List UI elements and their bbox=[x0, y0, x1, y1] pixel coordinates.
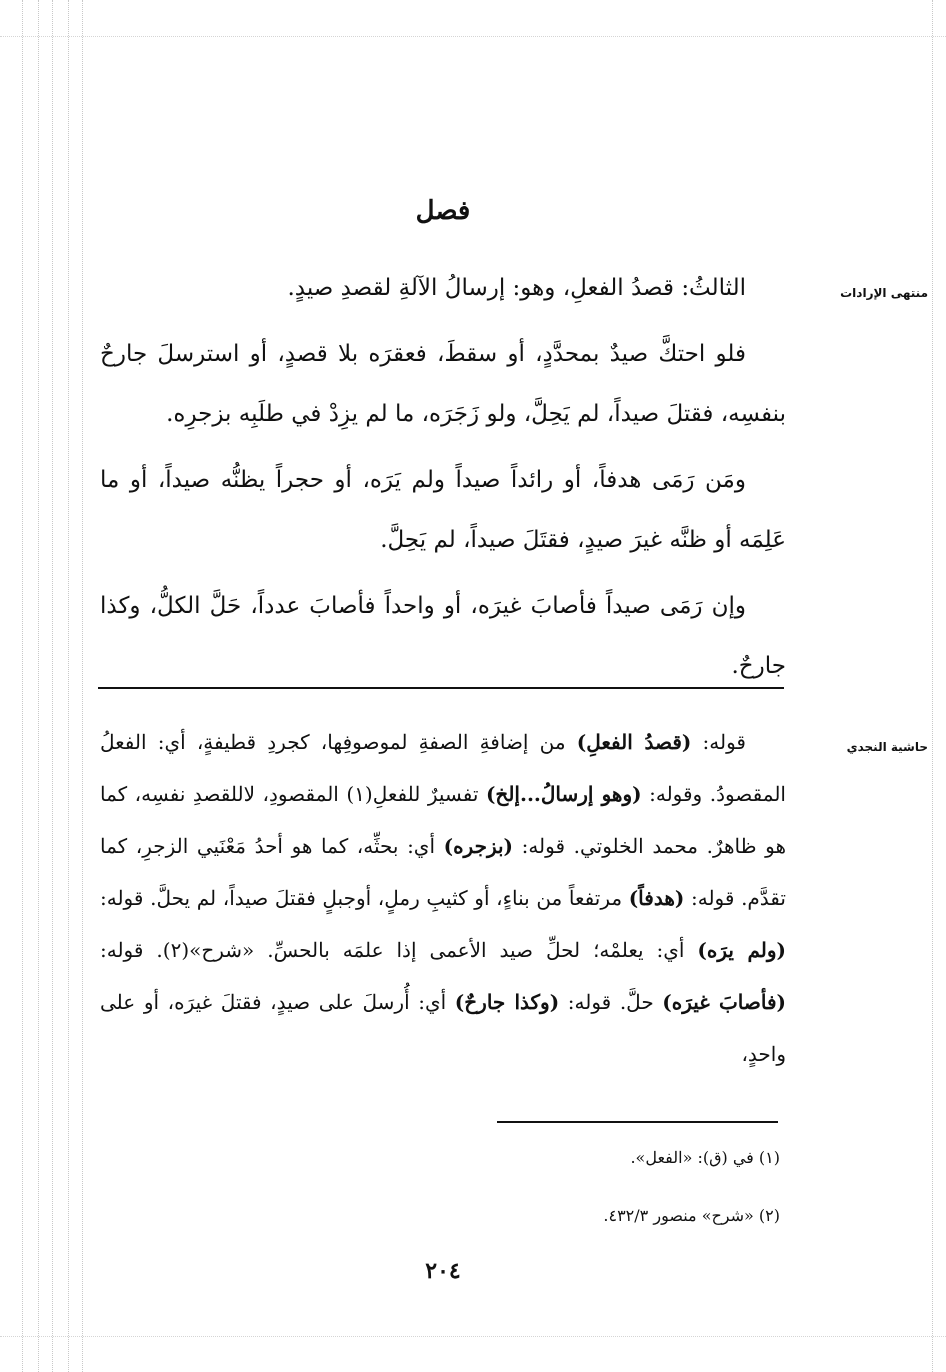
footnote-divider bbox=[497, 1121, 778, 1123]
scan-guide-line bbox=[52, 0, 53, 1372]
side-label-hashiya: حاشية النجدي bbox=[846, 740, 928, 754]
side-label-matn: منتهى الإرادات bbox=[840, 286, 928, 300]
commentary-lemma: (وهو إرسالُ...إلخ) bbox=[485, 782, 642, 806]
scan-guide-line bbox=[0, 36, 946, 37]
footnote-1: (١) في (ق): «الفعل». bbox=[630, 1148, 780, 1167]
commentary-lemma: (قصدُ الفعلِ) bbox=[576, 730, 692, 754]
commentary-text-run: قوله: bbox=[691, 730, 746, 754]
commentary-text-run: مرتفعاً من بناءٍ، أو كثيبِ رملٍ، أوجبلٍ فقتلَ صيداً، لم يحلَّ. قوله: bbox=[100, 886, 629, 910]
section-divider bbox=[98, 687, 784, 689]
main-paragraph-4: وإن رَمَى صيداً فأصابَ غيرَه، أو واحداً فأصابَ عدداً، حَلَّ الكلُّ، وكذا جارحٌ. bbox=[100, 593, 786, 679]
commentary-text-run: حلَّ. قوله: bbox=[559, 990, 663, 1014]
main-text bbox=[100, 258, 786, 702]
commentary-lemma: (فأصابَ غيرَه) bbox=[662, 990, 786, 1014]
main-paragraph-2: فلو احتكَّ صيدٌ بمحدَّدٍ، أو سقطَ، فعقرَه بلا قصدٍ، أو استرسلَ جارحٌ بنفسِه، فقتلَ صيداً، لم يَحِلَّ، ولو زَجَرَه، ما لم يزِدْ في طلَبِه بزجرِه. bbox=[100, 341, 786, 427]
commentary-lemma: (وكذا جارحٌ) bbox=[454, 990, 560, 1014]
main-paragraph-1: الثالثُ: قصدُ الفعلِ، وهو: إرسالُ الآلةِ لقصدِ صيدٍ. bbox=[287, 275, 746, 301]
commentary-lemma: (ولم يرَه) bbox=[697, 938, 787, 962]
main-paragraph-3: ومَن رَمَى هدفاً، أو رائداً صيداً ولم يَرَه، أو حجراً يظنُّه صيداً، أو ما عَلِمَه أو ظنَّه غيرَ صيدٍ، فقتَلَ صيداً، لم يَحِلَّ. bbox=[100, 467, 786, 553]
commentary-lemma: (هدفاً) bbox=[628, 886, 685, 910]
scan-guide-line bbox=[932, 0, 933, 1372]
scan-guide-line bbox=[38, 0, 39, 1372]
commentary-lemma: (بزجره) bbox=[443, 834, 514, 858]
scan-guide-line bbox=[82, 0, 83, 1372]
page-number: ٢٠٤ bbox=[425, 1258, 461, 1284]
section-heading: فصل bbox=[415, 196, 471, 226]
commentary-text-run: أي: بحثِّه، كما هو أحدُ مَعْنَيي الزجرِ، كما تقدَّم. قوله: bbox=[100, 834, 786, 910]
commentary-paragraph bbox=[100, 716, 786, 1080]
scan-guide-line bbox=[0, 1336, 946, 1337]
commentary-text-run: تفسيرٌ للفعلِ(١) المقصودِ، لاللقصدِ نفسِه، كما هو ظاهرٌ. محمد الخلوتي. قوله: bbox=[100, 782, 787, 858]
commentary-text-run: من إضافةِ الصفةِ لموصوفِها، كجردِ قطيفةٍ، أي: الفعلُ المقصودُ. وقوله: bbox=[100, 730, 786, 806]
footnote-2: (٢) «شرح» منصور ٤٣٢/٣. bbox=[603, 1206, 780, 1225]
scan-guide-line bbox=[68, 0, 69, 1372]
commentary-text-run: أي: يعلمْه؛ لحلِّ صيد الأعمى إذا علمَه بالحسِّ. «شرح»(٢). قوله: bbox=[100, 938, 698, 962]
scan-guide-line bbox=[22, 0, 23, 1372]
commentary-text-run: أي: أُرسلَ على صيدٍ، فقتلَ غيرَه، أو على واحدٍ، bbox=[100, 990, 786, 1066]
commentary-text bbox=[100, 716, 786, 1080]
